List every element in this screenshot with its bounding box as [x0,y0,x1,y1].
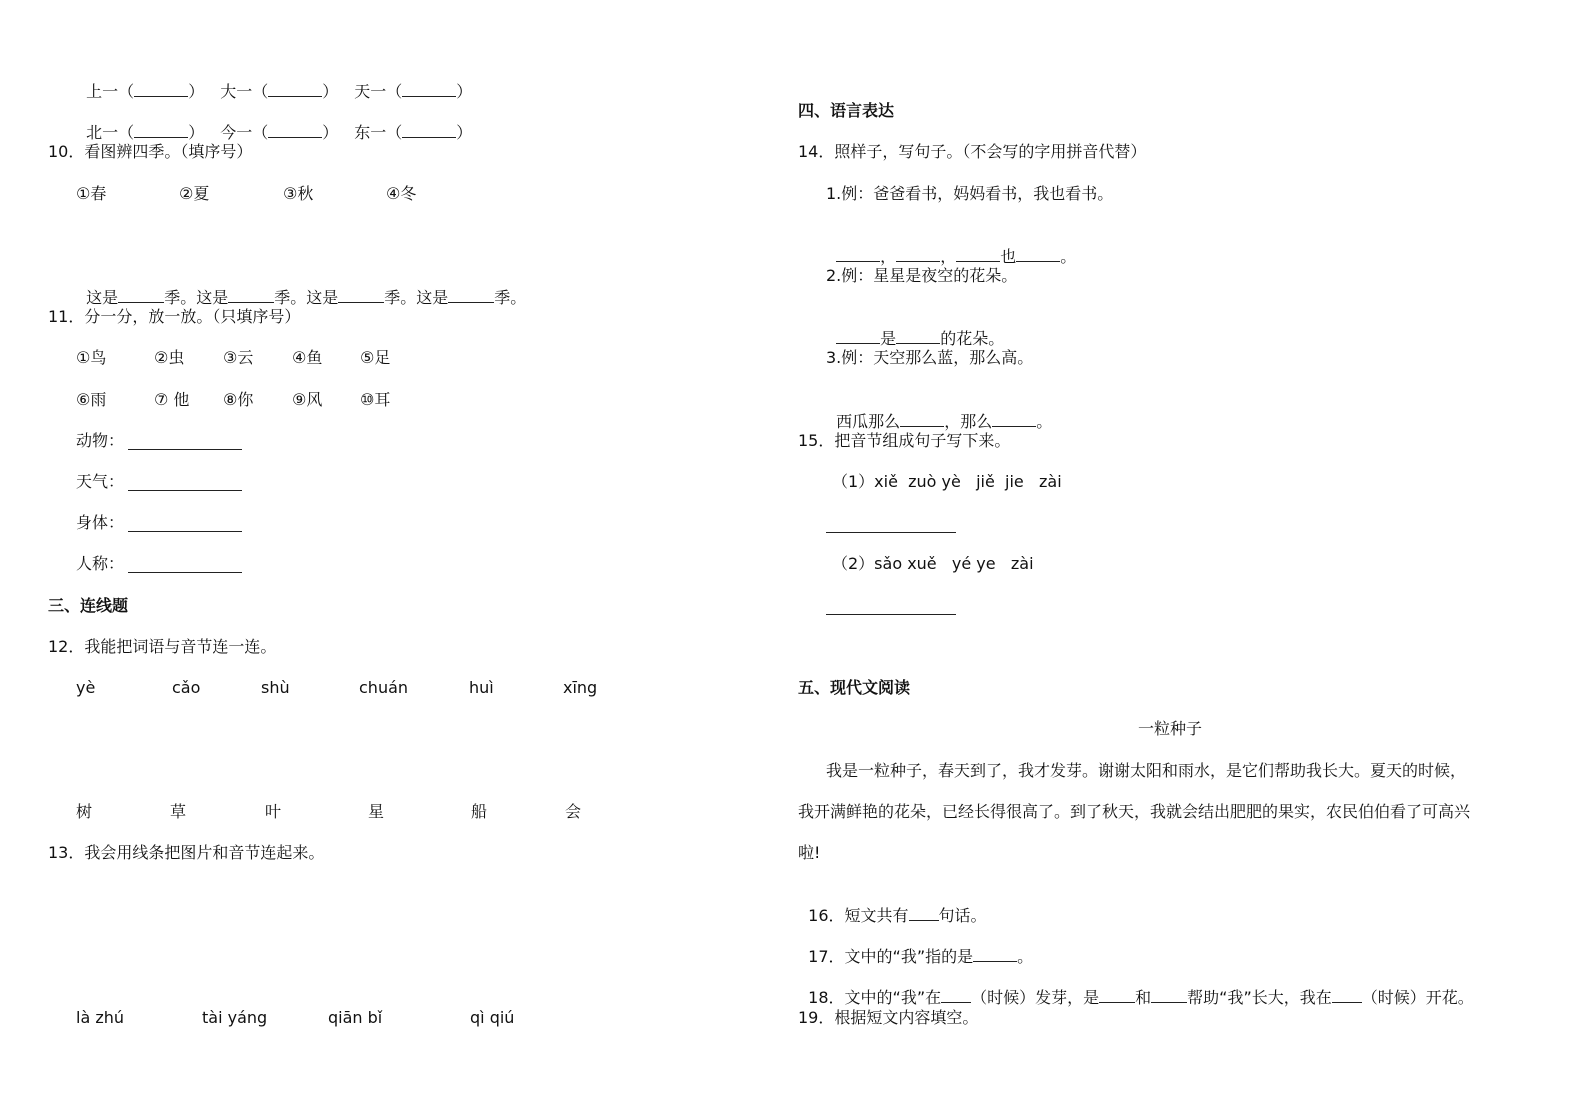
q14-example-2: 2.例：星星是夜空的花朵。 [826,266,1018,285]
q13-pinyin: qì qiú [470,1008,515,1027]
comma: ， [940,247,957,266]
q14-fill-3 [826,389,1052,433]
fill-prefix: 这是 [86,288,119,307]
q10-fill-line [76,265,526,309]
answer-blank[interactable] [836,328,880,344]
answer-blank[interactable] [836,246,880,262]
answer-blank[interactable] [900,411,944,427]
reading-paragraph-line-1: 我是一粒种子，春天到了，我才发芽。谢谢太阳和雨水，是它们帮助我长大。夏天的时候， [826,761,1467,780]
q12-character: 草 [170,802,187,821]
section-5-heading: 五、现代文阅读 [798,678,911,697]
q14-example-1: 1.例：爸爸看书，妈妈看书，我也看书。 [826,184,1114,203]
answer-blank[interactable] [1151,987,1187,1003]
category-weather-label: 天气： [76,472,125,491]
q10-title: 10．看图辨四季。（填序号） [48,142,253,161]
category-person-blank[interactable] [128,572,242,573]
paren: ） [188,123,205,142]
paren: ） [322,82,339,101]
answer-blank[interactable] [402,122,456,138]
q9-row-1 [76,59,472,103]
q19-title: 19．根据短文内容填空。 [798,1008,979,1027]
fill-prefix: 这是 [416,288,449,307]
q11-option: ①鸟 [76,348,107,367]
answer-blank[interactable] [992,411,1036,427]
q9-word: 北一（ [86,123,135,142]
q18 [798,965,1474,1009]
q10-option: ①春 [76,184,107,203]
answer-blank[interactable] [896,328,940,344]
q12-pinyin: shù [261,678,290,697]
answer-blank[interactable] [118,287,164,303]
q9-word: 大一（ [220,82,269,101]
answer-blank[interactable] [941,987,971,1003]
answer-blank[interactable] [1332,987,1362,1003]
q13-pinyin: qiān bǐ [328,1008,383,1027]
q12-pinyin: chuán [359,678,409,697]
answer-blank[interactable] [956,246,1000,262]
paren: ） [456,123,473,142]
q10-option: ②夏 [179,184,210,203]
q9-row-2 [76,100,472,144]
fill-text: 是 [880,329,897,348]
fill-prefix: 这是 [306,288,339,307]
q13-title: 13．我会用线条把图片和音节连起来。 [48,843,325,862]
fill-suffix: 季。 [384,288,417,307]
fill-suffix: 季。 [494,288,527,307]
paren: ） [322,123,339,142]
q14-fill-2 [826,306,1004,350]
category-animal-label: 动物： [76,431,125,450]
category-body-blank[interactable] [128,531,242,532]
q10-option: ④冬 [386,184,417,203]
answer-blank[interactable] [896,246,940,262]
q11-option: ⑨风 [292,390,323,409]
q18-text: 和 [1135,988,1152,1007]
q17-text: 17．文中的“我”指的是 [808,947,974,966]
paren: ） [188,82,205,101]
reading-title: 一粒种子 [1138,719,1203,738]
answer-blank[interactable] [228,287,274,303]
answer-blank[interactable] [448,287,494,303]
paren: ） [456,82,473,101]
q11-option: ⑥雨 [76,390,107,409]
q11-title: 11．分一分，放一放。（只填序号） [48,307,301,326]
q11-option: ⑤足 [360,348,391,367]
q12-character: 叶 [265,802,282,821]
q11-option: ③云 [223,348,254,367]
q13-pinyin: là zhú [76,1008,125,1027]
q18-text: 18．文中的“我”在 [808,988,942,1007]
q14-example-3: 3.例：天空那么蓝，那么高。 [826,348,1034,367]
q10-option: ③秋 [283,184,314,203]
category-person-label: 人称： [76,554,125,573]
fill-suffix: 季。 [164,288,197,307]
q12-pinyin: xīng [563,678,598,697]
q16-text: 句话。 [938,906,987,925]
q11-option: ②虫 [154,348,185,367]
q12-character: 星 [368,802,385,821]
fill-suffix: 季。 [274,288,307,307]
answer-blank[interactable] [268,81,322,97]
reading-paragraph-line-3: 啦! [798,843,821,862]
category-weather-blank[interactable] [128,490,242,491]
q9-word: 东一（ [354,123,403,142]
answer-blank[interactable] [338,287,384,303]
section-3-heading: 三、连线题 [48,596,129,615]
period: 。 [1060,247,1077,266]
q17 [798,924,1033,968]
reading-paragraph-line-2: 我开满鲜艳的花朵，已经长得很高了。到了秋天，我就会结出肥肥的果实，农民伯伯看了可高兴 [798,802,1471,821]
answer-blank[interactable] [909,905,939,921]
q12-character: 船 [471,802,488,821]
q15-answer-2[interactable] [826,614,956,615]
q16-text: 16．短文共有 [808,906,909,925]
q14-fill-1 [826,224,1076,268]
answer-blank[interactable] [1099,987,1135,1003]
q12-pinyin: cǎo [172,678,201,697]
fill-text: 也 [1000,247,1017,266]
q9-word: 天一（ [354,82,403,101]
fill-text: 的花朵。 [940,329,1005,348]
section-4-heading: 四、语言表达 [798,101,895,120]
q17-text: 。 [1017,947,1034,966]
q15-item-2: （2）sǎo xuě yé ye zài [832,554,1034,573]
period: 。 [1036,412,1053,431]
answer-blank[interactable] [402,81,456,97]
fill-text: 西瓜那么 [836,412,901,431]
q13-pinyin: tài yáng [202,1008,268,1027]
q15-item-1: （1）xiě zuò yè jiě jie zài [832,472,1062,491]
category-body-label: 身体： [76,513,125,532]
answer-blank[interactable] [1016,246,1060,262]
q11-option: ④鱼 [292,348,323,367]
answer-blank[interactable] [134,81,188,97]
category-animal-blank[interactable] [128,449,242,450]
comma: ， [880,247,897,266]
q12-character: 会 [565,802,582,821]
q18-text: （时候）发芽，是 [971,988,1100,1007]
q11-option: ⑩耳 [360,390,391,409]
answer-blank[interactable] [973,946,1017,962]
q11-option: ⑧你 [223,390,254,409]
q12-character: 树 [76,802,93,821]
q9-word: 上一（ [86,82,135,101]
q9-word: 今一（ [220,123,269,142]
q15-answer-1[interactable] [826,532,956,533]
q14-title: 14．照样子，写句子。（不会写的字用拼音代替） [798,142,1147,161]
q18-text: 帮助“我”长大，我在 [1187,988,1332,1007]
q12-pinyin: yè [76,678,96,697]
fill-text: ，那么 [944,412,993,431]
q11-option: ⑦ 他 [154,390,190,409]
answer-blank[interactable] [134,122,188,138]
fill-prefix: 这是 [196,288,229,307]
q18-text: （时候）开花。 [1361,988,1474,1007]
q12-pinyin: huì [469,678,494,697]
q12-title: 12．我能把词语与音节连一连。 [48,637,277,656]
q16 [798,883,987,927]
q15-title: 15．把音节组成句子写下来。 [798,431,1011,450]
answer-blank[interactable] [268,122,322,138]
